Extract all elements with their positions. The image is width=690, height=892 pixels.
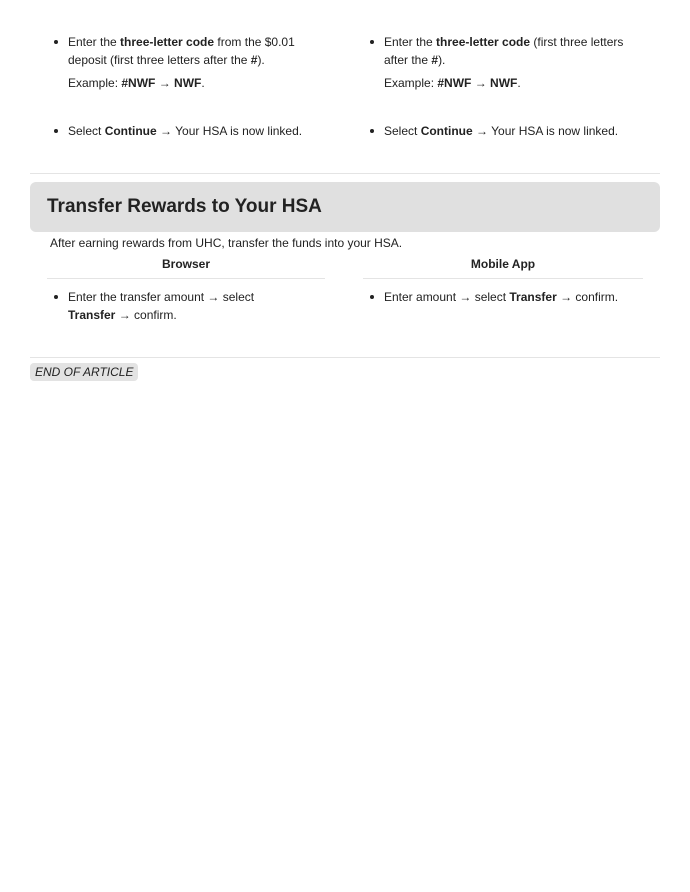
bullet-icon xyxy=(54,40,58,44)
text-bold: Continue xyxy=(104,124,157,138)
text: → confirm. xyxy=(556,290,619,304)
text-bold: Transfer xyxy=(509,290,557,304)
text: ). xyxy=(257,53,265,67)
divider xyxy=(30,357,660,358)
right-example xyxy=(384,74,521,92)
text-bold: #NWF → NWF xyxy=(437,76,518,90)
text: → Your HSA is now linked. xyxy=(472,124,619,138)
left-step-continue xyxy=(68,122,302,140)
text: (first three letters after the xyxy=(384,35,624,67)
bullet-icon xyxy=(54,295,58,299)
text: from the $0.01 deposit (first three letters after the xyxy=(68,35,295,67)
text: Example: xyxy=(384,76,438,90)
text-bold: Transfer xyxy=(68,308,116,322)
text-bold: # xyxy=(431,53,439,67)
section-intro: After earning rewards from UHC, transfer the funds into your HSA. xyxy=(50,236,403,250)
text: → confirm. xyxy=(115,308,177,322)
bullet-icon xyxy=(54,129,58,133)
text: . xyxy=(201,76,205,90)
browser-step xyxy=(68,288,283,324)
bullet-icon xyxy=(370,129,374,133)
mobile-step xyxy=(384,288,618,306)
text-bold: #NWF → NWF xyxy=(121,76,202,90)
right-step-continue xyxy=(384,122,618,140)
text-bold: Continue xyxy=(420,124,473,138)
text: ). xyxy=(438,53,446,67)
end-of-article-badge: END OF ARTICLE xyxy=(30,363,138,381)
section-title: Transfer Rewards to Your HSA xyxy=(47,196,322,217)
mobile-column-header: Mobile App xyxy=(470,257,536,271)
text: Select xyxy=(68,124,105,138)
text-bold: # xyxy=(250,53,258,67)
browser-column-header: Browser xyxy=(161,257,211,271)
left-example xyxy=(68,74,205,92)
text: → Your HSA is now linked. xyxy=(156,124,303,138)
bullet-icon xyxy=(370,295,374,299)
section-header xyxy=(30,182,660,232)
left-step-enter-code xyxy=(68,33,323,69)
divider xyxy=(47,278,325,279)
text: Enter amount → select xyxy=(384,290,510,304)
text-bold: three-letter code xyxy=(120,35,215,49)
text: Enter the xyxy=(384,35,437,49)
text-bold: three-letter code xyxy=(436,35,531,49)
text: Enter the xyxy=(68,35,121,49)
text: . xyxy=(517,76,521,90)
right-step-enter-code xyxy=(384,33,624,69)
text: Enter the transfer amount → select xyxy=(68,290,255,304)
divider xyxy=(363,278,643,279)
bullet-icon xyxy=(370,40,374,44)
text: Select xyxy=(384,124,421,138)
text: Example: xyxy=(68,76,122,90)
divider xyxy=(30,173,660,174)
